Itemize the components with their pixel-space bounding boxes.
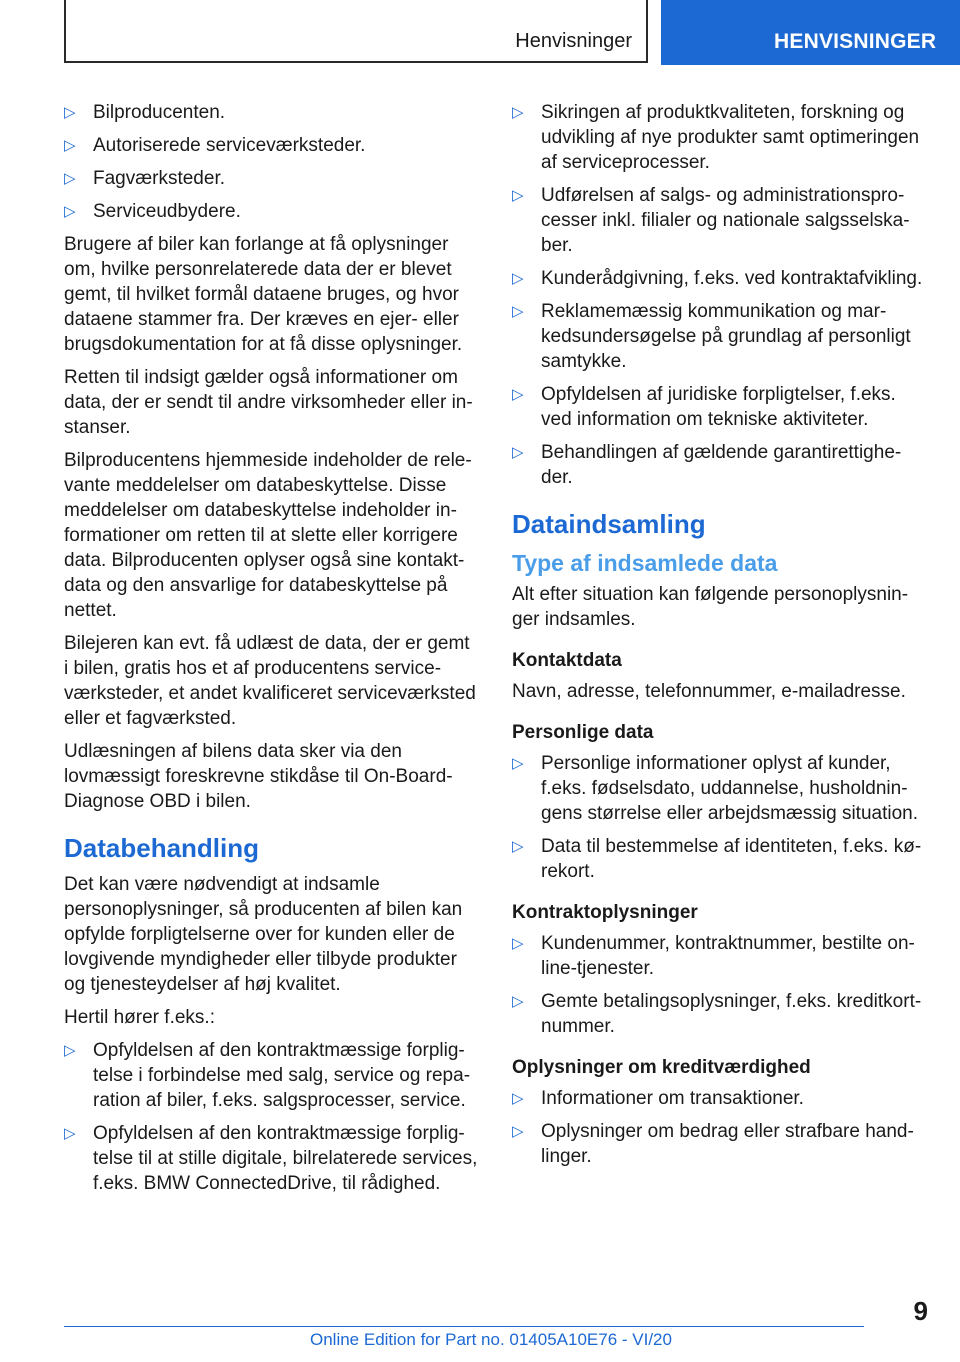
paragraph: Hertil hører f.eks.: [64, 1007, 215, 1028]
bullet-icon: ▷ [512, 444, 524, 461]
bullet-icon: ▷ [512, 187, 524, 204]
bullet-icon: ▷ [512, 386, 524, 403]
paragraph: Det kan være nødvendigt at indsamle personoplysninger, så producenten af bilen kan opfylde forpligtelserne over for kunden eller de lovgivende myndigheder eller tilbyde produkter og tjenesteydelser af høj kvalitet. [64, 874, 463, 995]
bullet-icon: ▷ [512, 1090, 524, 1107]
paragraph: Navn, adresse, telefonnummer, e-mailadresse. [512, 681, 906, 702]
bullet-icon: ▷ [512, 993, 524, 1010]
bullet-icon: ▷ [64, 170, 76, 187]
header-section-title: Henvisninger [515, 30, 632, 52]
footer-divider [64, 1326, 864, 1327]
subheading-contact: Kontaktdata [512, 650, 622, 671]
subheading-contract: Kontraktoplysninger [512, 902, 698, 923]
subheading-credit: Oplysninger om kreditværdighed [512, 1057, 811, 1078]
paragraph: Bilproducentens hjemmeside indeholder de relevante meddelelser om databeskyttelse. Disse meddelelser om databeskyttelse indeholder informationer om retten til at slette eller korrigere data. Bilproducenten oplyser også sine kontaktdata og den ansvarlige for databeskyttelse på nettet. [64, 450, 472, 621]
list-item: ▷ Personlige informationer oplyst af kunder, f.eks. fødselsdato, uddannelse, husholdningens størrelse eller arbejdsmæssig situation. [512, 753, 918, 824]
list-item: ▷ Informationer om transaktioner. [512, 1088, 804, 1109]
paragraph: Bilejeren kan evt. få udlæst de data, der er gemt i bilen, gratis hos et af producentens serviceværksteder, et andet kvalificeret serviceværksted eller et fagværksted. [64, 633, 476, 729]
list-item: ▷ Bilproducenten. [64, 102, 226, 123]
list-item: ▷ Kunderådgivning, f.eks. ved kontraktafvikling. [512, 268, 923, 289]
header-chapter-tab: HENVISNINGER [661, 0, 960, 65]
list-item: ▷ Serviceudbydere. [64, 201, 241, 222]
bullet-icon: ▷ [512, 104, 524, 121]
section-heading-databehandling: Databehandling [64, 833, 260, 863]
bullet-icon: ▷ [512, 838, 524, 855]
page-number: 9 [913, 1296, 928, 1326]
list-item: ▷ Kundenummer, kontraktnummer, bestilte online-tjenester. [512, 933, 915, 979]
list-item: ▷ Behandlingen af gældende garantirettigheder. [512, 442, 902, 488]
bullet-icon: ▷ [64, 1125, 76, 1142]
footer-edition: Online Edition for Part no. 01405A10E76 - VI/20 [310, 1330, 672, 1349]
paragraph: Udlæsningen af bilens data sker via den lovmæssigt foreskrevne stikdåse til On-Board-Diagnose OBD i bilen. [64, 741, 453, 812]
paragraph: Brugere af biler kan forlange at få oplysninger om, hvilke personrelaterede data der er blevet gemt, til hvilket formål dataene bruges, og hvor dataene stammer fra. Der kræves en ejer- eller brugsdokumentation for at få disse oplysninger. [64, 234, 463, 355]
list-item: ▷ Opfyldelsen af den kontraktmæssige forpligtelse i forbindelse med salg, service og reparation af biler, f.eks. salgsprocesser, service. [64, 1040, 471, 1111]
bullet-icon: ▷ [512, 935, 524, 952]
list-item: ▷ Opfyldelsen af den kontraktmæssige forpligtelse til at stille digitale, bilrelaterede services, f.eks. BMW ConnectedDrive, til rådighed. [64, 1123, 478, 1194]
list-item: ▷ Udførelsen af salgs- og administrationsprocesser inkl. filialer og nationale salgsselskaber. [512, 185, 910, 256]
left-column [64, 100, 478, 1204]
bullet-icon: ▷ [64, 203, 76, 220]
list-item: ▷ Fagværksteder. [64, 168, 225, 189]
subheading-personal: Personlige data [512, 722, 654, 743]
list-item: ▷ Data til bestemmelse af identiteten, f.eks. kørekort. [512, 836, 922, 882]
paragraph: Retten til indsigt gælder også informationer om data, der er sendt til andre virksomheder eller instanser. [64, 367, 473, 438]
bullet-icon: ▷ [512, 1123, 524, 1140]
list-item: ▷ Autoriserede serviceværksteder. [64, 135, 366, 156]
header-frame [64, 0, 648, 63]
subsection-heading: Type af indsamlede data [512, 550, 778, 576]
section-heading-dataindsamling: Dataindsamling [512, 509, 706, 539]
list-item: ▷ Reklamemæssig kommunikation og markedsundersøgelse på grundlag af personligt samtykke. [512, 301, 911, 372]
list-item: ▷ Opfyldelsen af juridiske forpligtelser, f.eks. ved information om tekniske aktiviteter. [512, 384, 896, 430]
right-column [512, 100, 926, 1177]
list-item: ▷ Oplysninger om bedrag eller strafbare handlinger. [512, 1121, 914, 1167]
paragraph: Alt efter situation kan følgende personoplysninger indsamles. [512, 584, 909, 630]
bullet-icon: ▷ [512, 755, 524, 772]
list-item: ▷ Sikringen af produktkvaliteten, forskning og udvikling af nye produkter samt optimeringen af serviceprocesser. [512, 102, 920, 173]
bullet-icon: ▷ [64, 1042, 76, 1059]
list-item: ▷ Gemte betalingsoplysninger, f.eks. kreditkortnummer. [512, 991, 922, 1037]
bullet-icon: ▷ [512, 270, 524, 287]
bullet-icon: ▷ [512, 303, 524, 320]
bullet-icon: ▷ [64, 137, 76, 154]
bullet-icon: ▷ [64, 104, 76, 121]
